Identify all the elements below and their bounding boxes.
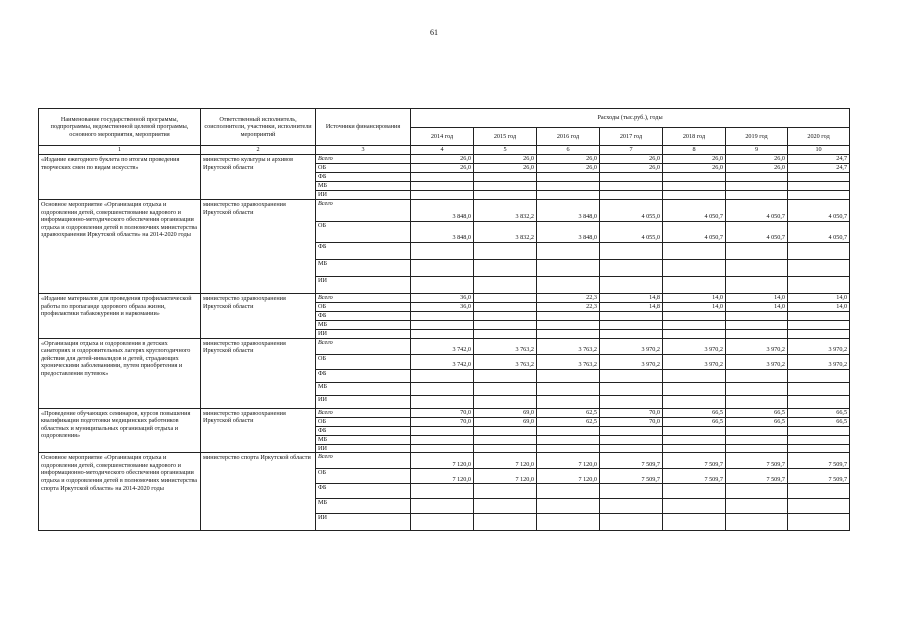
expense-value bbox=[788, 369, 850, 382]
expense-value bbox=[537, 395, 600, 408]
header-expenses: Расходы (тыс.руб.), годы bbox=[411, 109, 850, 128]
expense-value bbox=[600, 426, 663, 435]
expense-value: 26,0 bbox=[663, 155, 726, 164]
expense-value: 66,5 bbox=[726, 417, 788, 426]
expense-value bbox=[788, 499, 850, 514]
expense-value: 3 970,2 bbox=[726, 338, 788, 354]
expense-value bbox=[600, 321, 663, 330]
expense-value: 7 509,7 bbox=[788, 453, 850, 469]
expense-value: 7 509,7 bbox=[788, 469, 850, 484]
expense-value: 7 120,0 bbox=[474, 453, 537, 469]
expense-value bbox=[663, 243, 726, 260]
expense-value bbox=[537, 435, 600, 444]
funding-source: МБ bbox=[316, 382, 411, 395]
expense-value bbox=[537, 243, 600, 260]
header-year: 2016 год bbox=[537, 128, 600, 146]
expense-value: 7 120,0 bbox=[537, 469, 600, 484]
expense-value: 66,5 bbox=[663, 417, 726, 426]
expense-value bbox=[411, 444, 474, 453]
expense-value bbox=[788, 435, 850, 444]
expense-value bbox=[726, 435, 788, 444]
expense-value bbox=[663, 484, 726, 499]
funding-source: ОБ bbox=[316, 469, 411, 484]
expense-value bbox=[663, 514, 726, 531]
expense-value bbox=[726, 321, 788, 330]
expense-value bbox=[788, 514, 850, 531]
page-number: 61 bbox=[430, 28, 438, 37]
measure-name: «Издание ежегодного буклета по итогам проведения творческих смен по видам искусств» bbox=[39, 155, 201, 200]
expense-value bbox=[537, 369, 600, 382]
expense-value: 3 742,0 bbox=[411, 354, 474, 369]
column-index-row bbox=[39, 146, 850, 155]
expense-value bbox=[663, 382, 726, 395]
expense-value: 7 509,7 bbox=[663, 469, 726, 484]
expense-value bbox=[411, 321, 474, 330]
expense-value: 3 970,2 bbox=[726, 354, 788, 369]
expense-value bbox=[411, 499, 474, 514]
funding-source: ИИ bbox=[316, 277, 411, 294]
header-year: 2014 год bbox=[411, 128, 474, 146]
expense-value: 7 509,7 bbox=[726, 453, 788, 469]
header-year: 2019 год bbox=[726, 128, 788, 146]
expense-value: 3 970,2 bbox=[788, 338, 850, 354]
expense-value: 69,0 bbox=[474, 417, 537, 426]
funding-source: Всего bbox=[316, 294, 411, 303]
funding-source: Всего bbox=[316, 338, 411, 354]
table-row bbox=[39, 338, 850, 354]
expense-value: 69,0 bbox=[474, 408, 537, 417]
expense-value bbox=[663, 260, 726, 277]
funding-source: Всего bbox=[316, 200, 411, 222]
expense-value bbox=[663, 369, 726, 382]
expense-value: 3 763,2 bbox=[537, 354, 600, 369]
expense-value: 3 832,2 bbox=[474, 200, 537, 222]
expense-value bbox=[600, 173, 663, 182]
funding-source: ОБ bbox=[316, 354, 411, 369]
expense-value: 36,0 bbox=[411, 294, 474, 303]
expense-value: 7 120,0 bbox=[411, 469, 474, 484]
expense-value: 66,5 bbox=[726, 408, 788, 417]
expense-value: 3 848,0 bbox=[411, 222, 474, 243]
expense-value: 7 120,0 bbox=[411, 453, 474, 469]
expense-value bbox=[411, 191, 474, 200]
header-year: 2018 год bbox=[663, 128, 726, 146]
expense-value bbox=[726, 277, 788, 294]
expense-value: 4 050,7 bbox=[663, 222, 726, 243]
expense-value bbox=[411, 330, 474, 339]
expense-value bbox=[663, 312, 726, 321]
expense-value bbox=[411, 484, 474, 499]
expense-value: 3 848,0 bbox=[537, 200, 600, 222]
expense-value bbox=[411, 395, 474, 408]
executor: министерство здравоохранения Иркутской области bbox=[201, 408, 316, 453]
expense-value bbox=[474, 382, 537, 395]
expense-value: 14,0 bbox=[726, 294, 788, 303]
expense-value bbox=[663, 330, 726, 339]
expense-value bbox=[726, 260, 788, 277]
expense-value bbox=[726, 369, 788, 382]
expense-value bbox=[537, 382, 600, 395]
funding-source: МБ bbox=[316, 182, 411, 191]
expense-value: 70,0 bbox=[411, 408, 474, 417]
expense-value bbox=[726, 330, 788, 339]
expense-value bbox=[788, 330, 850, 339]
table-row bbox=[39, 408, 850, 417]
expense-value: 4 050,7 bbox=[788, 222, 850, 243]
expense-value bbox=[537, 191, 600, 200]
expense-value bbox=[411, 435, 474, 444]
expense-value bbox=[788, 191, 850, 200]
expense-value bbox=[600, 260, 663, 277]
expense-value bbox=[411, 369, 474, 382]
funding-source: ОБ bbox=[316, 417, 411, 426]
expense-value bbox=[600, 444, 663, 453]
expense-value: 70,0 bbox=[600, 408, 663, 417]
expense-value bbox=[663, 321, 726, 330]
expense-value bbox=[663, 191, 726, 200]
expense-value: 14,0 bbox=[663, 303, 726, 312]
expense-value: 26,0 bbox=[474, 155, 537, 164]
expense-value bbox=[663, 395, 726, 408]
header-year: 2020 год bbox=[788, 128, 850, 146]
expense-value: 36,0 bbox=[411, 303, 474, 312]
expense-value bbox=[726, 499, 788, 514]
expense-value: 7 120,0 bbox=[474, 469, 537, 484]
expense-value: 22,3 bbox=[537, 294, 600, 303]
measure-name: «Издание материалов для проведения профилактической работы по пропаганде здорового образа жизни, профилактики табакокурения и наркомании» bbox=[39, 294, 201, 339]
funding-source: МБ bbox=[316, 499, 411, 514]
expense-value bbox=[537, 426, 600, 435]
expense-value bbox=[663, 173, 726, 182]
table-row bbox=[39, 155, 850, 164]
funding-source: ИИ bbox=[316, 191, 411, 200]
expense-value bbox=[537, 444, 600, 453]
expense-value: 26,0 bbox=[726, 164, 788, 173]
expenses-table bbox=[38, 108, 850, 531]
expense-value bbox=[600, 182, 663, 191]
expense-value bbox=[474, 182, 537, 191]
funding-source: Всего bbox=[316, 155, 411, 164]
expense-value: 7 509,7 bbox=[600, 453, 663, 469]
expense-value bbox=[537, 277, 600, 294]
executor: министерство спорта Иркутской области bbox=[201, 453, 316, 531]
expense-value: 3 763,2 bbox=[537, 338, 600, 354]
table-row bbox=[39, 453, 850, 469]
expense-value: 26,0 bbox=[474, 164, 537, 173]
expense-value: 62,5 bbox=[537, 417, 600, 426]
expense-value: 26,0 bbox=[726, 155, 788, 164]
expense-value bbox=[411, 514, 474, 531]
funding-source: МБ bbox=[316, 321, 411, 330]
expense-value: 7 120,0 bbox=[537, 453, 600, 469]
expense-value bbox=[474, 243, 537, 260]
expense-value bbox=[474, 395, 537, 408]
expense-value: 66,5 bbox=[788, 408, 850, 417]
expense-value bbox=[788, 321, 850, 330]
expense-value bbox=[411, 312, 474, 321]
column-index: 10 bbox=[788, 146, 850, 155]
expense-value bbox=[474, 191, 537, 200]
expense-value bbox=[474, 426, 537, 435]
funding-source: ФБ bbox=[316, 426, 411, 435]
expense-value bbox=[600, 435, 663, 444]
expense-value: 66,5 bbox=[663, 408, 726, 417]
expense-value bbox=[788, 312, 850, 321]
measure-name: Основное мероприятие «Организация отдыха и оздоровления детей, совершенствование кадрового и информационно-методического обеспечения организации отдыха и оздоровления детей в полномочиях министерства здравоохранения Иркутской области» на 2014-2020 годы bbox=[39, 200, 201, 294]
column-index: 4 bbox=[411, 146, 474, 155]
expense-value bbox=[788, 426, 850, 435]
table-row bbox=[39, 294, 850, 303]
expense-value: 3 970,2 bbox=[600, 354, 663, 369]
expense-value bbox=[537, 173, 600, 182]
expense-value bbox=[474, 484, 537, 499]
expense-value: 26,0 bbox=[663, 164, 726, 173]
expense-value: 3 970,2 bbox=[663, 354, 726, 369]
expense-value bbox=[474, 330, 537, 339]
funding-source: ИИ bbox=[316, 395, 411, 408]
expense-value bbox=[726, 395, 788, 408]
funding-source: ИИ bbox=[316, 444, 411, 453]
column-index: 5 bbox=[474, 146, 537, 155]
expense-value bbox=[474, 321, 537, 330]
expense-value: 7 509,7 bbox=[600, 469, 663, 484]
executor: министерство здравоохранения Иркутской области bbox=[201, 338, 316, 408]
funding-source: ФБ bbox=[316, 312, 411, 321]
expense-value: 4 050,7 bbox=[663, 200, 726, 222]
expense-value bbox=[411, 243, 474, 260]
expense-value bbox=[726, 382, 788, 395]
expense-value: 3 970,2 bbox=[663, 338, 726, 354]
expense-value bbox=[663, 182, 726, 191]
expense-value bbox=[788, 182, 850, 191]
header-year: 2015 год bbox=[474, 128, 537, 146]
expense-value bbox=[474, 514, 537, 531]
expense-value: 3 848,0 bbox=[537, 222, 600, 243]
expense-value bbox=[726, 312, 788, 321]
header-executor: Ответственный исполнитель, соисполнители, участники, исполнители мероприятий bbox=[201, 109, 316, 146]
expense-value bbox=[474, 277, 537, 294]
expense-value bbox=[600, 330, 663, 339]
expense-value: 4 050,7 bbox=[726, 222, 788, 243]
funding-source: МБ bbox=[316, 435, 411, 444]
expense-value bbox=[726, 191, 788, 200]
executor: министерство здравоохранения Иркутской области bbox=[201, 294, 316, 339]
expense-value: 3 848,0 bbox=[411, 200, 474, 222]
expense-value bbox=[726, 173, 788, 182]
funding-source: ИИ bbox=[316, 514, 411, 531]
expense-value: 70,0 bbox=[411, 417, 474, 426]
expense-value bbox=[600, 484, 663, 499]
column-index: 9 bbox=[726, 146, 788, 155]
expense-value: 14,0 bbox=[788, 303, 850, 312]
expense-value bbox=[474, 435, 537, 444]
measure-name: «Организация отдыха и оздоровления в детских санаториях и оздоровительных лагерях круглогодичного действия для детей-инвалидов и детей, страдающих хроническими заболеваниями, путем приобретения и предоставления путевок» bbox=[39, 338, 201, 408]
column-index: 1 bbox=[39, 146, 201, 155]
expense-value bbox=[474, 260, 537, 277]
expense-value bbox=[537, 499, 600, 514]
expense-value bbox=[663, 277, 726, 294]
expense-value: 3 763,2 bbox=[474, 338, 537, 354]
expense-value bbox=[474, 303, 537, 312]
expense-value: 24,7 bbox=[788, 155, 850, 164]
expense-value bbox=[600, 277, 663, 294]
expense-value bbox=[474, 294, 537, 303]
expense-value: 66,5 bbox=[788, 417, 850, 426]
expense-value bbox=[411, 426, 474, 435]
expense-value bbox=[537, 182, 600, 191]
expense-value bbox=[663, 426, 726, 435]
expense-value bbox=[788, 277, 850, 294]
expense-value: 22,3 bbox=[537, 303, 600, 312]
column-index: 8 bbox=[663, 146, 726, 155]
expense-value: 70,0 bbox=[600, 417, 663, 426]
expense-value: 3 832,2 bbox=[474, 222, 537, 243]
expense-value bbox=[600, 369, 663, 382]
expense-value bbox=[726, 243, 788, 260]
expense-value bbox=[663, 435, 726, 444]
expense-value bbox=[474, 499, 537, 514]
expense-value bbox=[537, 312, 600, 321]
column-index: 2 bbox=[201, 146, 316, 155]
expense-value: 4 055,0 bbox=[600, 200, 663, 222]
expense-value bbox=[474, 369, 537, 382]
expense-value bbox=[600, 243, 663, 260]
expense-value bbox=[411, 260, 474, 277]
expense-value: 62,5 bbox=[537, 408, 600, 417]
expense-value: 14,0 bbox=[726, 303, 788, 312]
expense-value: 26,0 bbox=[600, 164, 663, 173]
expense-value bbox=[600, 499, 663, 514]
expense-value bbox=[726, 426, 788, 435]
header-source: Источники финансирования bbox=[316, 109, 411, 146]
table-row bbox=[39, 200, 850, 222]
expense-value bbox=[537, 484, 600, 499]
expense-value bbox=[788, 395, 850, 408]
expense-value: 26,0 bbox=[600, 155, 663, 164]
expense-value: 26,0 bbox=[537, 164, 600, 173]
funding-source: ФБ bbox=[316, 484, 411, 499]
column-index: 6 bbox=[537, 146, 600, 155]
expense-value bbox=[411, 277, 474, 294]
expense-value bbox=[537, 321, 600, 330]
expense-value bbox=[726, 514, 788, 531]
expense-value bbox=[663, 499, 726, 514]
expense-value bbox=[411, 382, 474, 395]
expense-value bbox=[600, 395, 663, 408]
expense-value bbox=[411, 173, 474, 182]
funding-source: МБ bbox=[316, 260, 411, 277]
expense-value bbox=[788, 444, 850, 453]
funding-source: Всего bbox=[316, 408, 411, 417]
column-index: 7 bbox=[600, 146, 663, 155]
expense-value bbox=[600, 191, 663, 200]
expense-value bbox=[788, 173, 850, 182]
expense-value: 14,0 bbox=[788, 294, 850, 303]
expense-value bbox=[474, 444, 537, 453]
expense-value: 3 970,2 bbox=[600, 338, 663, 354]
expense-value bbox=[726, 484, 788, 499]
expense-value: 24,7 bbox=[788, 164, 850, 173]
header-name: Наименование государственной программы, подпрограммы, ведомственной целевой программы, основного мероприятия, мероприятия bbox=[39, 109, 201, 146]
expense-value: 4 050,7 bbox=[726, 200, 788, 222]
expense-value bbox=[537, 260, 600, 277]
expense-value: 14,8 bbox=[600, 294, 663, 303]
funding-source: ОБ bbox=[316, 164, 411, 173]
funding-source: ФБ bbox=[316, 243, 411, 260]
expense-value: 7 509,7 bbox=[726, 469, 788, 484]
expense-value: 4 050,7 bbox=[788, 200, 850, 222]
executor: министерство культуры и архивов Иркутской области bbox=[201, 155, 316, 200]
measure-name: Основное мероприятие «Организация отдыха и оздоровления детей, совершенствование кадрового и информационно-методического обеспечения организации отдыха и оздоровления детей в полномочиях министерства спорта Иркутской области» на 2014-2020 годы bbox=[39, 453, 201, 531]
funding-source: ИИ bbox=[316, 330, 411, 339]
expense-value: 14,8 bbox=[600, 303, 663, 312]
measure-name: «Проведение обучающих семинаров, курсов повышения квалификации подготовки медицинских работников областных и муниципальных организаций отдыха и оздоровления» bbox=[39, 408, 201, 453]
expense-value: 14,0 bbox=[663, 294, 726, 303]
header-row-1 bbox=[39, 109, 850, 128]
funding-source: ОБ bbox=[316, 222, 411, 243]
expense-value bbox=[726, 182, 788, 191]
funding-source: ФБ bbox=[316, 173, 411, 182]
funding-source: ОБ bbox=[316, 303, 411, 312]
expense-value bbox=[600, 382, 663, 395]
expense-value: 26,0 bbox=[411, 164, 474, 173]
expense-value: 26,0 bbox=[537, 155, 600, 164]
expense-value: 4 055,0 bbox=[600, 222, 663, 243]
expense-value: 3 742,0 bbox=[411, 338, 474, 354]
expense-value bbox=[788, 484, 850, 499]
expense-value: 3 970,2 bbox=[788, 354, 850, 369]
expense-value bbox=[726, 444, 788, 453]
funding-source: ФБ bbox=[316, 369, 411, 382]
expense-value bbox=[600, 514, 663, 531]
expense-value bbox=[537, 330, 600, 339]
expense-value: 26,0 bbox=[411, 155, 474, 164]
expense-value: 7 509,7 bbox=[663, 453, 726, 469]
expense-value bbox=[411, 182, 474, 191]
expense-value bbox=[788, 382, 850, 395]
expense-value bbox=[600, 312, 663, 321]
expense-value bbox=[474, 173, 537, 182]
funding-source: Всего bbox=[316, 453, 411, 469]
expense-value: 3 763,2 bbox=[474, 354, 537, 369]
column-index: 3 bbox=[316, 146, 411, 155]
expense-value bbox=[788, 243, 850, 260]
expense-value bbox=[788, 260, 850, 277]
header-year: 2017 год bbox=[600, 128, 663, 146]
expense-value bbox=[537, 514, 600, 531]
executor: министерство здравоохранения Иркутской области bbox=[201, 200, 316, 294]
expense-value bbox=[663, 444, 726, 453]
expense-value bbox=[474, 312, 537, 321]
